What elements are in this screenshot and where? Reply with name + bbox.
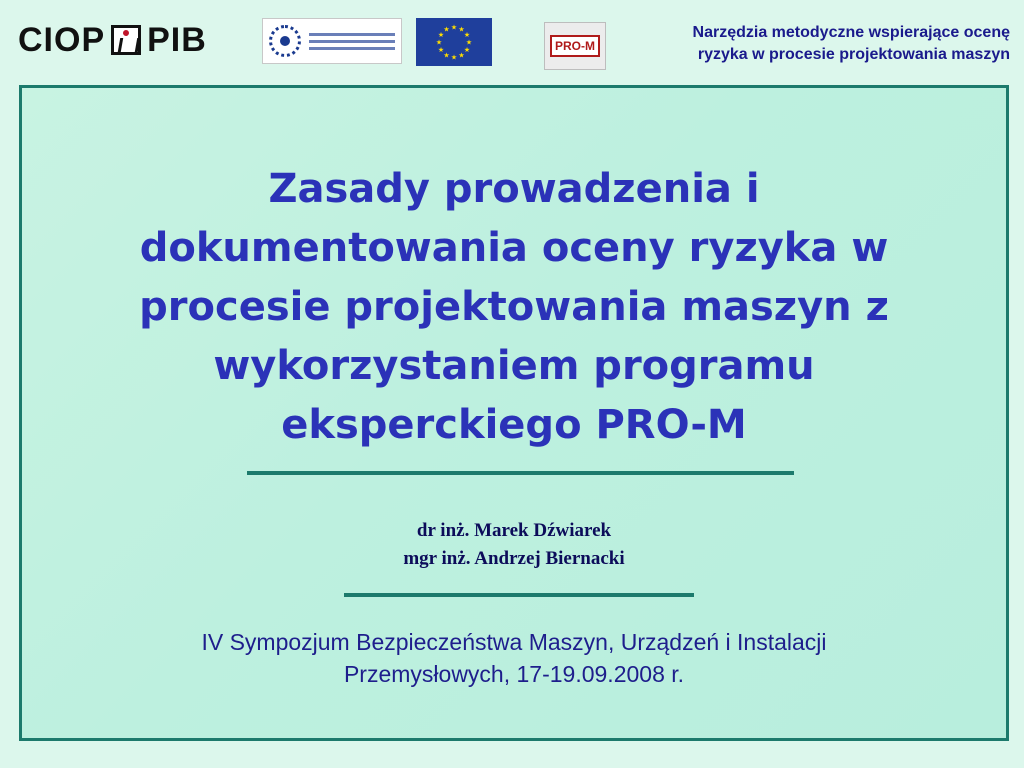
eu-star-icon: ★ (435, 39, 443, 47)
event-line: Przemysłowych, 17-19.09.2008 r. (343, 661, 685, 687)
eu-star-icon: ★ (437, 32, 445, 39)
divider (344, 593, 694, 597)
eu-star-icon: ★ (443, 52, 450, 60)
author: dr inż. Marek Dźwiarek (416, 520, 612, 541)
eu-star-icon: ★ (463, 32, 471, 39)
header-tagline (610, 22, 1010, 66)
slide-frame (19, 85, 1009, 741)
author: mgr inż. Andrzej Biernacki (403, 548, 625, 569)
ciop-mark-icon (111, 25, 141, 55)
ciop-logo-icon (18, 20, 207, 60)
gear-icon (269, 25, 301, 57)
authors (22, 517, 1006, 573)
eu-star-icon: ★ (465, 39, 473, 47)
event-info (22, 626, 1006, 690)
eu-star-icon: ★ (437, 47, 445, 54)
logo-ciop-right: PIB (147, 20, 207, 59)
slide-header (0, 0, 1024, 84)
slide-title (22, 160, 1006, 455)
event-line: IV Sympozjum Bezpieczeństwa Maszyn, Urządzeń i Instalacji (201, 629, 827, 655)
eu-star-icon: ★ (443, 26, 450, 34)
tagline-line-1: Narzędzia metodyczne wspierające ocenę (692, 24, 1010, 41)
eu-star-icon: ★ (450, 24, 458, 32)
tagline-line-2: ryzyka w procesie projektowania maszyn (697, 46, 1010, 63)
eu-star-icon: ★ (463, 47, 471, 54)
eu-star-icon: ★ (458, 52, 465, 60)
logo-ciop-left: CIOP (18, 20, 106, 59)
eu-stars-icon (416, 18, 492, 66)
eu-star-icon: ★ (458, 26, 465, 34)
eu-star-icon: ★ (450, 54, 458, 62)
title-line: eksperckiego PRO-M (281, 402, 747, 448)
program-logo-icon (262, 18, 402, 64)
title-line: dokumentowania oceny ryzyka w (139, 225, 889, 271)
title-line: Zasady prowadzenia i (268, 166, 760, 212)
eu-flag-icon (416, 18, 492, 66)
title-line: procesie projektowania maszyn z (139, 284, 889, 330)
prom-logo-icon (544, 22, 606, 70)
divider (247, 471, 794, 475)
prom-badge: PRO-M (550, 35, 600, 57)
title-line: wykorzystaniem programu (213, 343, 815, 389)
